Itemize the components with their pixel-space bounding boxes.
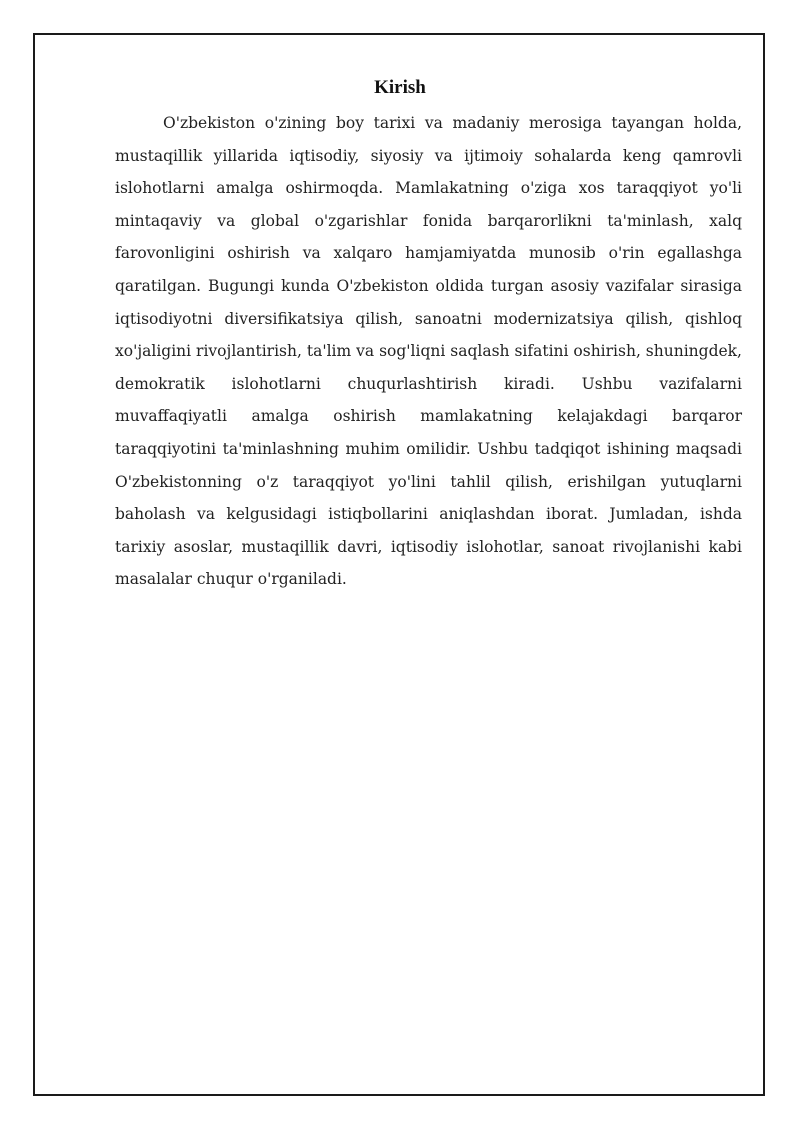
- body-paragraph: O'zbekiston o'zining boy tarixi va madaniy merosiga tayangan holda, mustaqillik yillarida iqtisodiy, siyosiy va ijtimoiy sohalarda keng qamrovli islohotlarni amalga oshirmoqda. Mamlakatning o'ziga xos taraqqiyot yo'li mintaqaviy va global o'zgarishlar fonida barqarorlikni ta'minlash, xalq farovonligini oshirish va xalqaro hamjamiyatda munosib o'rin egallashga qaratilgan. Bugungi kunda O'zbekiston oldida turgan asosiy vazifalar sirasiga iqtisodiyotni diversifikatsiya qilish, sanoatni modernizatsiya qilish, qishloq xo'jaligini rivojlantirish, ta'lim va sog'liqni saqlash sifatini oshirish, shuningdek, demokratik islohotlarni chuqurlashtirish kiradi. Ushbu vazifalarni muvaffaqiyatli amalga oshirish mamlakatning kelajakdagi barqaror taraqqiyotini ta'minlashning muhim omilidir. Ushbu tadqiqot ishining maqsadi O'zbekistonning o'z taraqqiyot yo'lini tahlil qilish, erishilgan yutuqlarni baholash va kelgusidagi istiqbollarini aniqlashdan iborat. Jumladan, ishda tarixiy asoslar, mustaqillik davri, iqtisodiy islohotlar, sanoat rivojlanishi kabi masalalar chuqur o'rganiladi.: [115, 114, 742, 589]
- document-title: Kirish: [374, 77, 426, 98]
